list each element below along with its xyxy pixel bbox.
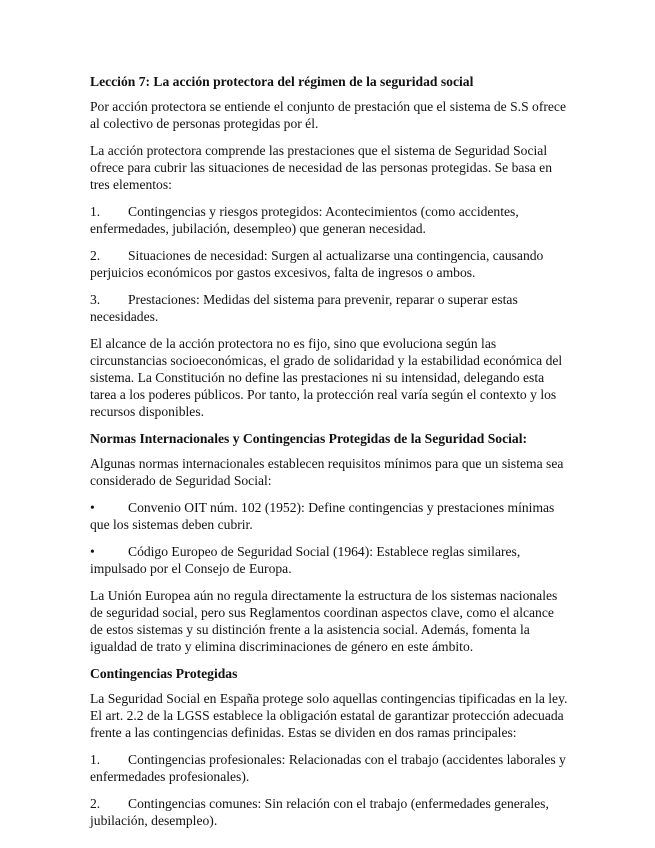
list-item: 2. Contingencias comunes: Sin relación con el trabajo (enfermedades generales, jubilación, desempleo). <box>90 796 549 828</box>
list-item: 2. Situaciones de necesidad: Surgen al actualizarse una contingencia, causando perjuicios económicos por gastos excesivos, falta de ingresos o ambos. <box>90 248 544 280</box>
list-item: • Convenio OIT núm. 102 (1952): Define contingencias y prestaciones mínimas que los sistemas deben cubrir. <box>90 500 555 532</box>
contingencias-intro-paragraph: La Seguridad Social en España protege solo aquellas contingencias tipificadas en la ley. El art. 2.2 de la LGSS establece la obligación estatal de garantizar protección adecuada frente a las contingencias definidas. Estas se dividen en dos ramas principales: <box>90 691 568 740</box>
list-item: • Código Europeo de Seguridad Social (1964): Establece reglas similares, impulsado por el Consejo de Europa. <box>90 544 521 576</box>
list-item: 1. Contingencias profesionales: Relacionadas con el trabajo (accidentes laborales y enfermedades profesionales). <box>90 752 566 784</box>
elements-intro-paragraph: La acción protectora comprende las prestaciones que el sistema de Seguridad Social ofrece para cubrir las situaciones de necesidad de las personas protegidas. Se basa en tres elementos: <box>90 143 553 192</box>
normas-intro-paragraph: Algunas normas internacionales establecen requisitos mínimos para que un sistema sea considerado de Seguridad Social: <box>90 456 564 488</box>
section-heading-normas: Normas Internacionales y Contingencias Protegidas de la Seguridad Social: <box>90 431 528 446</box>
document-body <box>90 73 570 839</box>
definition-paragraph: Por acción protectora se entiende el conjunto de prestación que el sistema de S.S ofrece al colectivo de personas protegidas por él. <box>90 99 566 131</box>
scope-paragraph: El alcance de la acción protectora no es fijo, sino que evoluciona según las circunstancias socioeconómicas, el grado de solidaridad y la estabilidad económica del sistema. La Constitución no define las prestaciones ni su intensidad, delegando esta tarea a los poderes públicos. Por tanto, la protección real varía según el contexto y los recursos disponibles. <box>90 336 563 419</box>
ue-paragraph: La Unión Europea aún no regula directamente la estructura de los sistemas nacionales de seguridad social, pero sus Reglamentos coordinan aspectos clave, como el alcance de estos sistemas y su distinción frente a la asistencia social. Además, fomenta la igualdad de trato y elimina discriminaciones de género en este ámbito. <box>90 588 558 654</box>
section-heading-contingencias: Contingencias Protegidas <box>90 666 238 681</box>
list-item: 3. Prestaciones: Medidas del sistema para prevenir, reparar o superar estas necesidades. <box>90 292 518 324</box>
list-item: 1. Contingencias y riesgos protegidos: Acontecimientos (como accidentes, enfermedades, jubilación, desempleo) que generan necesidad. <box>90 204 519 236</box>
lesson-title: Lección 7: La acción protectora del régimen de la seguridad social <box>90 74 474 89</box>
